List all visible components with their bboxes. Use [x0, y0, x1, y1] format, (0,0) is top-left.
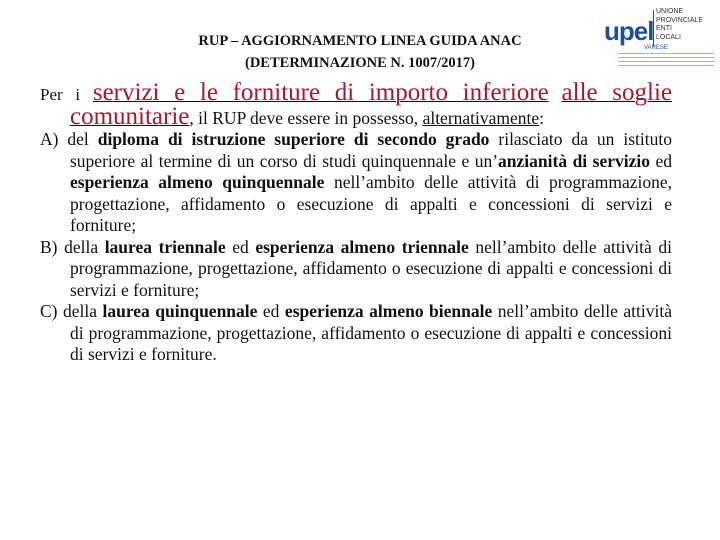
- logo-city: VARESE: [644, 45, 668, 51]
- intro-highlight-1: servizi e le forniture di importo inferiore: [92, 79, 549, 106]
- main-content: [40, 79, 672, 366]
- logo-divider: [653, 10, 654, 46]
- upel-logo: [598, 4, 716, 70]
- page-title: [100, 30, 620, 74]
- intro-alternatively: alternativamente: [422, 107, 540, 128]
- list-item-c: C) della laurea quinquennale ed esperienza almeno biennale nell’ambito delle attività di programmazione, progettazione, affidamento o esecuzione di appalti e concessioni di servizi e forniture.: [40, 301, 672, 364]
- logo-org-name: UNIONE PROVINCIALE ENTI LOCALI: [656, 8, 704, 41]
- intro-rest: , il RUP deve essere in possesso,: [189, 107, 419, 128]
- list-item-b: B) della laurea triennale ed esperienza almeno triennale nell’ambito delle attività di programmazione, progettazione, affidamento o esecuzione di appalti e concessioni di servizi e forniture;: [40, 236, 672, 300]
- intro-prefix: Per i: [40, 85, 81, 104]
- list-item-a: A) del diploma di istruzione superiore di secondo grado rilasciato da un istituto superiore al termine di un corso di studi quinquennale e un’anzianità di servizio ed esperienza almeno quinquennale nell’ambito delle attività di programmazione, progettazione, affidamento o esecuzione di appalti e concessioni di servizi e forniture;: [40, 129, 672, 235]
- intro-colon: :: [539, 107, 545, 128]
- title-line-1: RUP – AGGIORNAMENTO LINEA GUIDA ANAC: [198, 33, 522, 49]
- title-line-2: (DETERMINAZIONE N. 1007/2017): [245, 55, 475, 71]
- logo-fine-print: [618, 53, 714, 67]
- intro-paragraph: [40, 79, 672, 130]
- logo-mark: upel: [604, 16, 654, 46]
- intro-highlight-2: alle soglie comunitarie: [70, 79, 672, 130]
